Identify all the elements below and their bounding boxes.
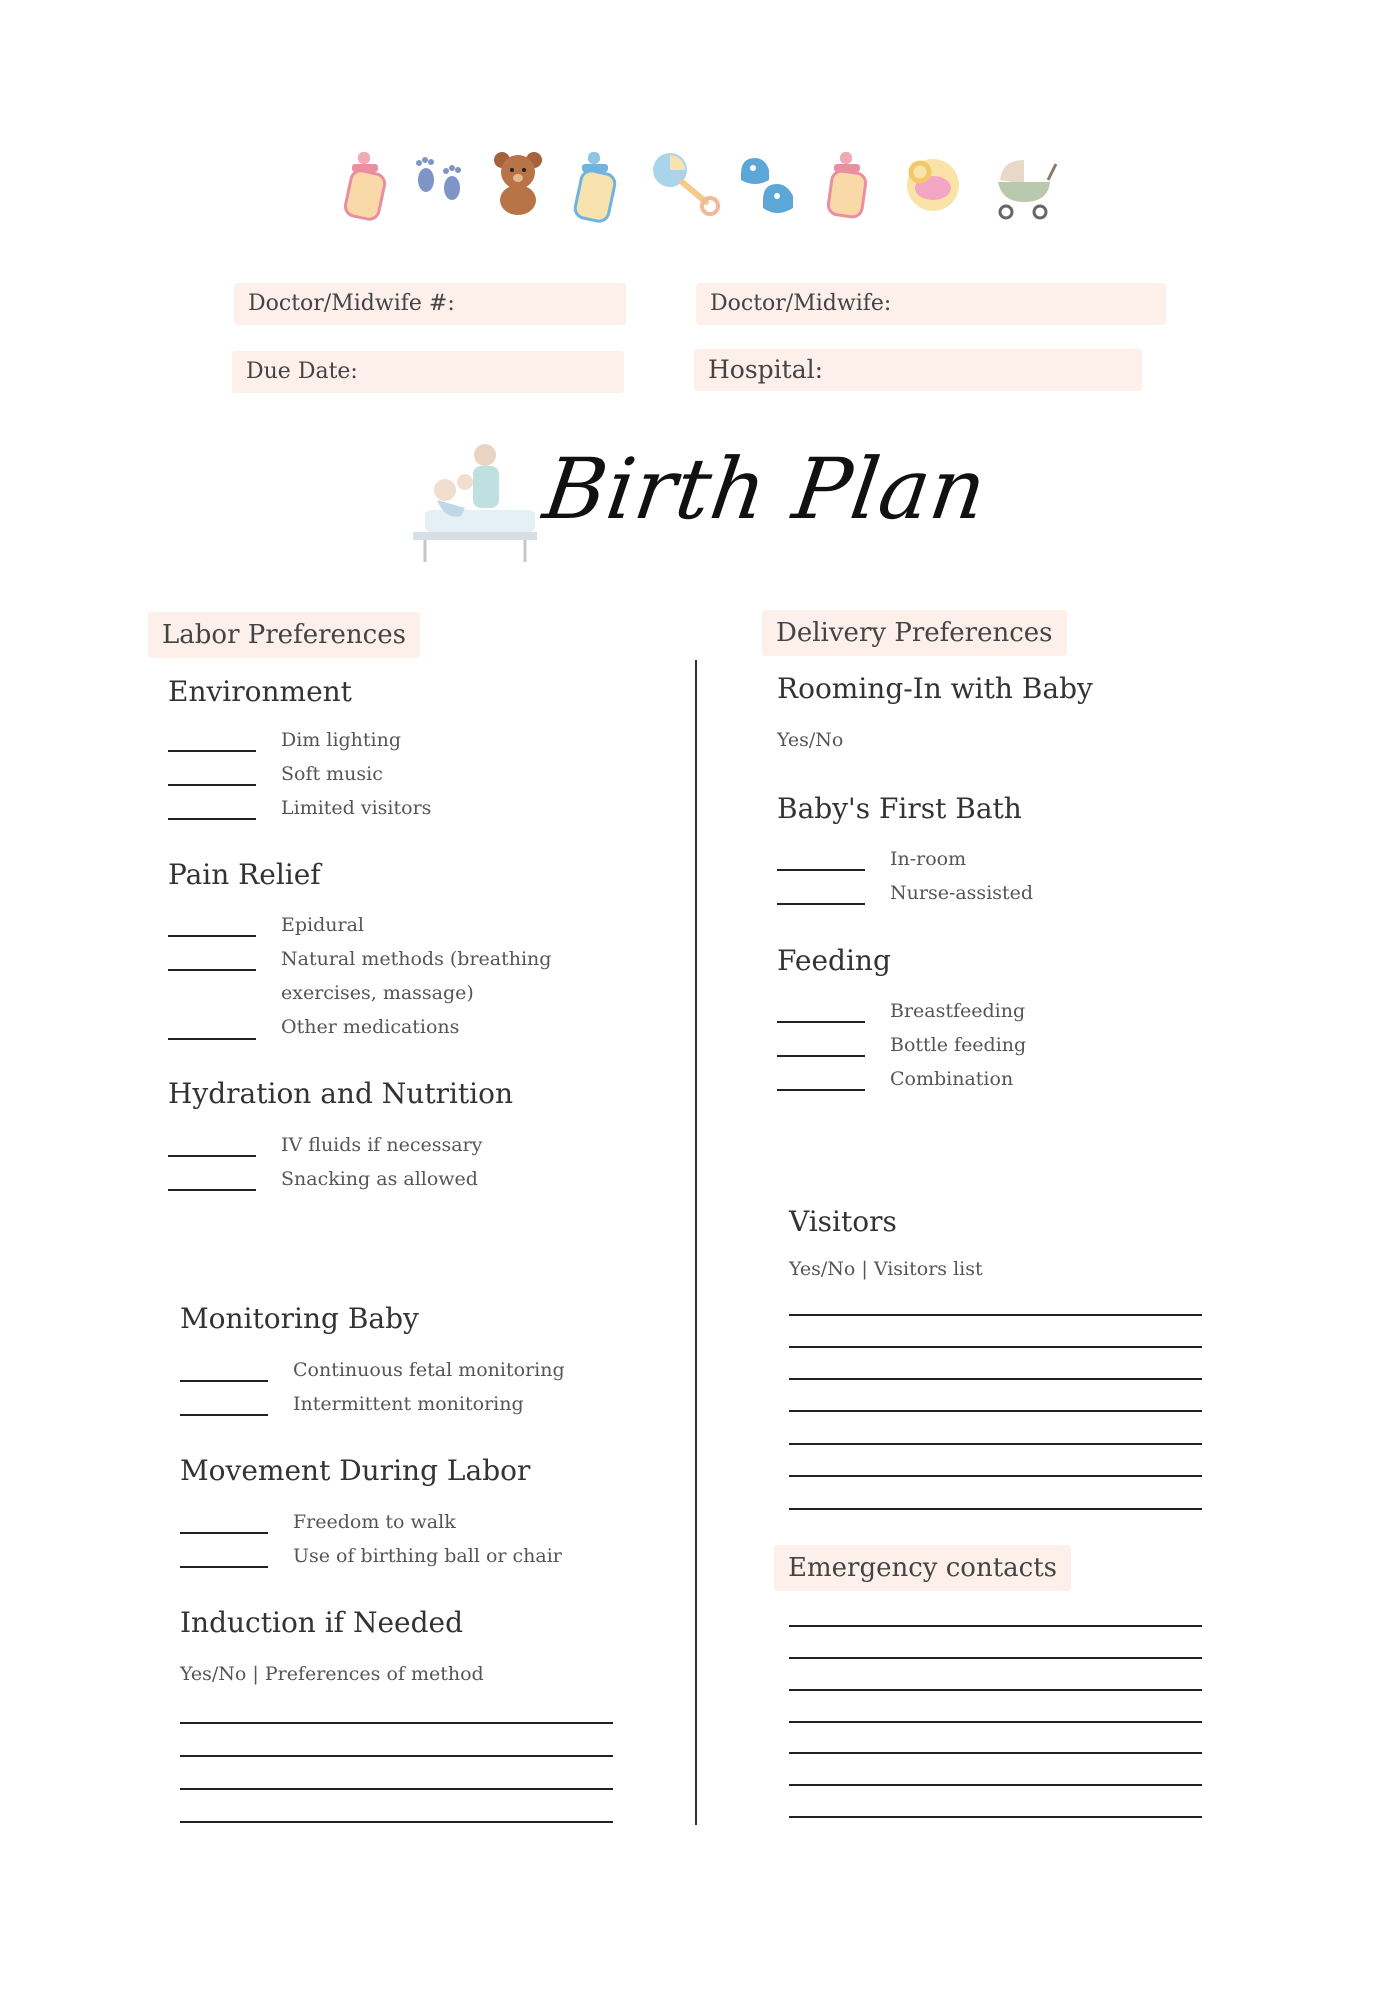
hospital-label: Hospital: — [708, 355, 824, 384]
baby-bottle-icon — [822, 150, 872, 220]
option-continuous-monitoring: Continuous fetal monitoring — [293, 1359, 565, 1381]
checkbox-blank[interactable] — [168, 1155, 256, 1157]
write-line[interactable] — [789, 1816, 1202, 1818]
visitors-heading: Visitors — [789, 1205, 897, 1238]
write-line[interactable] — [789, 1410, 1202, 1412]
labor-preferences-label: Labor Preferences — [148, 612, 420, 658]
option-in-room: In-room — [890, 848, 967, 870]
checkbox-blank[interactable] — [777, 1055, 865, 1057]
option-bottle-feeding: Bottle feeding — [890, 1034, 1027, 1056]
option-breastfeeding: Breastfeeding — [890, 1000, 1026, 1022]
option-snacking: Snacking as allowed — [281, 1168, 478, 1190]
checkbox-blank[interactable] — [168, 1189, 256, 1191]
checkbox-blank[interactable] — [168, 1038, 256, 1040]
write-line[interactable] — [789, 1475, 1202, 1477]
induction-note: Yes/No | Preferences of method — [180, 1663, 484, 1685]
option-iv-fluids: IV fluids if necessary — [281, 1134, 483, 1156]
checkbox-blank[interactable] — [777, 1021, 865, 1023]
option-natural-methods: Natural methods (breathing — [281, 948, 552, 970]
feeding-heading: Feeding — [777, 944, 891, 977]
option-limited-visitors: Limited visitors — [281, 797, 432, 819]
write-line[interactable] — [789, 1721, 1202, 1723]
option-other-medications: Other medications — [281, 1016, 460, 1038]
write-line[interactable] — [789, 1625, 1202, 1627]
movement-heading: Movement During Labor — [180, 1454, 531, 1487]
hydration-heading: Hydration and Nutrition — [168, 1077, 514, 1110]
option-soft-music: Soft music — [281, 763, 383, 785]
baby-footprints-icon — [410, 150, 470, 210]
write-line[interactable] — [789, 1657, 1202, 1659]
option-freedom-to-walk: Freedom to walk — [293, 1511, 456, 1533]
write-line[interactable] — [789, 1346, 1202, 1348]
write-line[interactable] — [789, 1314, 1202, 1316]
due-date-field[interactable] — [232, 351, 624, 393]
due-date-label: Due Date: — [246, 359, 358, 384]
checkbox-blank[interactable] — [777, 903, 865, 905]
option-natural-methods-continued: exercises, massage) — [281, 982, 474, 1004]
write-line[interactable] — [789, 1508, 1202, 1510]
doctor-midwife-number-field[interactable] — [234, 283, 626, 325]
checkbox-blank[interactable] — [168, 818, 256, 820]
option-dim-lighting: Dim lighting — [281, 729, 402, 751]
hospital-field[interactable] — [694, 349, 1142, 391]
write-line[interactable] — [789, 1752, 1202, 1754]
birth-illustration — [405, 440, 540, 570]
write-line[interactable] — [789, 1378, 1202, 1380]
first-bath-heading: Baby's First Bath — [777, 792, 1022, 825]
pain-relief-heading: Pain Relief — [168, 858, 321, 891]
checkbox-blank[interactable] — [777, 1089, 865, 1091]
checkbox-blank[interactable] — [168, 935, 256, 937]
checkbox-blank[interactable] — [168, 784, 256, 786]
write-line[interactable] — [180, 1755, 613, 1757]
option-birthing-ball: Use of birthing ball or chair — [293, 1545, 562, 1567]
induction-heading: Induction if Needed — [180, 1606, 464, 1639]
rooming-heading: Rooming-In with Baby — [777, 672, 1093, 705]
checkbox-blank[interactable] — [777, 869, 865, 871]
option-intermittent-monitoring: Intermittent monitoring — [293, 1393, 524, 1415]
write-line[interactable] — [789, 1784, 1202, 1786]
doctor-midwife-label: Doctor/Midwife: — [710, 291, 892, 316]
baby-shoes-icon — [735, 150, 799, 222]
column-divider — [695, 660, 697, 1825]
icon-strip — [330, 150, 1090, 230]
write-line[interactable] — [789, 1443, 1202, 1445]
emergency-contacts-label: Emergency contacts — [774, 1545, 1071, 1591]
option-epidural: Epidural — [281, 914, 364, 936]
option-combination: Combination — [890, 1068, 1014, 1090]
environment-heading: Environment — [168, 675, 352, 708]
visitors-note: Yes/No | Visitors list — [789, 1258, 983, 1280]
write-line[interactable] — [180, 1788, 613, 1790]
checkbox-blank[interactable] — [180, 1414, 268, 1416]
baby-bottle-icon — [568, 150, 622, 226]
write-line[interactable] — [789, 1689, 1202, 1691]
doctor-midwife-number-label: Doctor/Midwife #: — [248, 291, 455, 316]
checkbox-blank[interactable] — [168, 969, 256, 971]
page-title: Birth Plan — [538, 440, 993, 538]
delivery-preferences-label: Delivery Preferences — [762, 610, 1067, 656]
rattle-icon — [650, 150, 720, 216]
monitoring-heading: Monitoring Baby — [180, 1302, 419, 1335]
write-line[interactable] — [180, 1821, 613, 1823]
baby-bottle-icon — [340, 150, 390, 222]
rooming-note: Yes/No — [777, 729, 844, 751]
checkbox-blank[interactable] — [180, 1566, 268, 1568]
stroller-icon — [980, 150, 1060, 222]
option-nurse-assisted: Nurse-assisted — [890, 882, 1034, 904]
pacifier-icon — [898, 150, 968, 220]
checkbox-blank[interactable] — [180, 1380, 268, 1382]
checkbox-blank[interactable] — [168, 750, 256, 752]
doctor-midwife-field[interactable] — [696, 283, 1166, 325]
teddy-bear-icon — [490, 150, 546, 216]
write-line[interactable] — [180, 1722, 613, 1724]
checkbox-blank[interactable] — [180, 1532, 268, 1534]
